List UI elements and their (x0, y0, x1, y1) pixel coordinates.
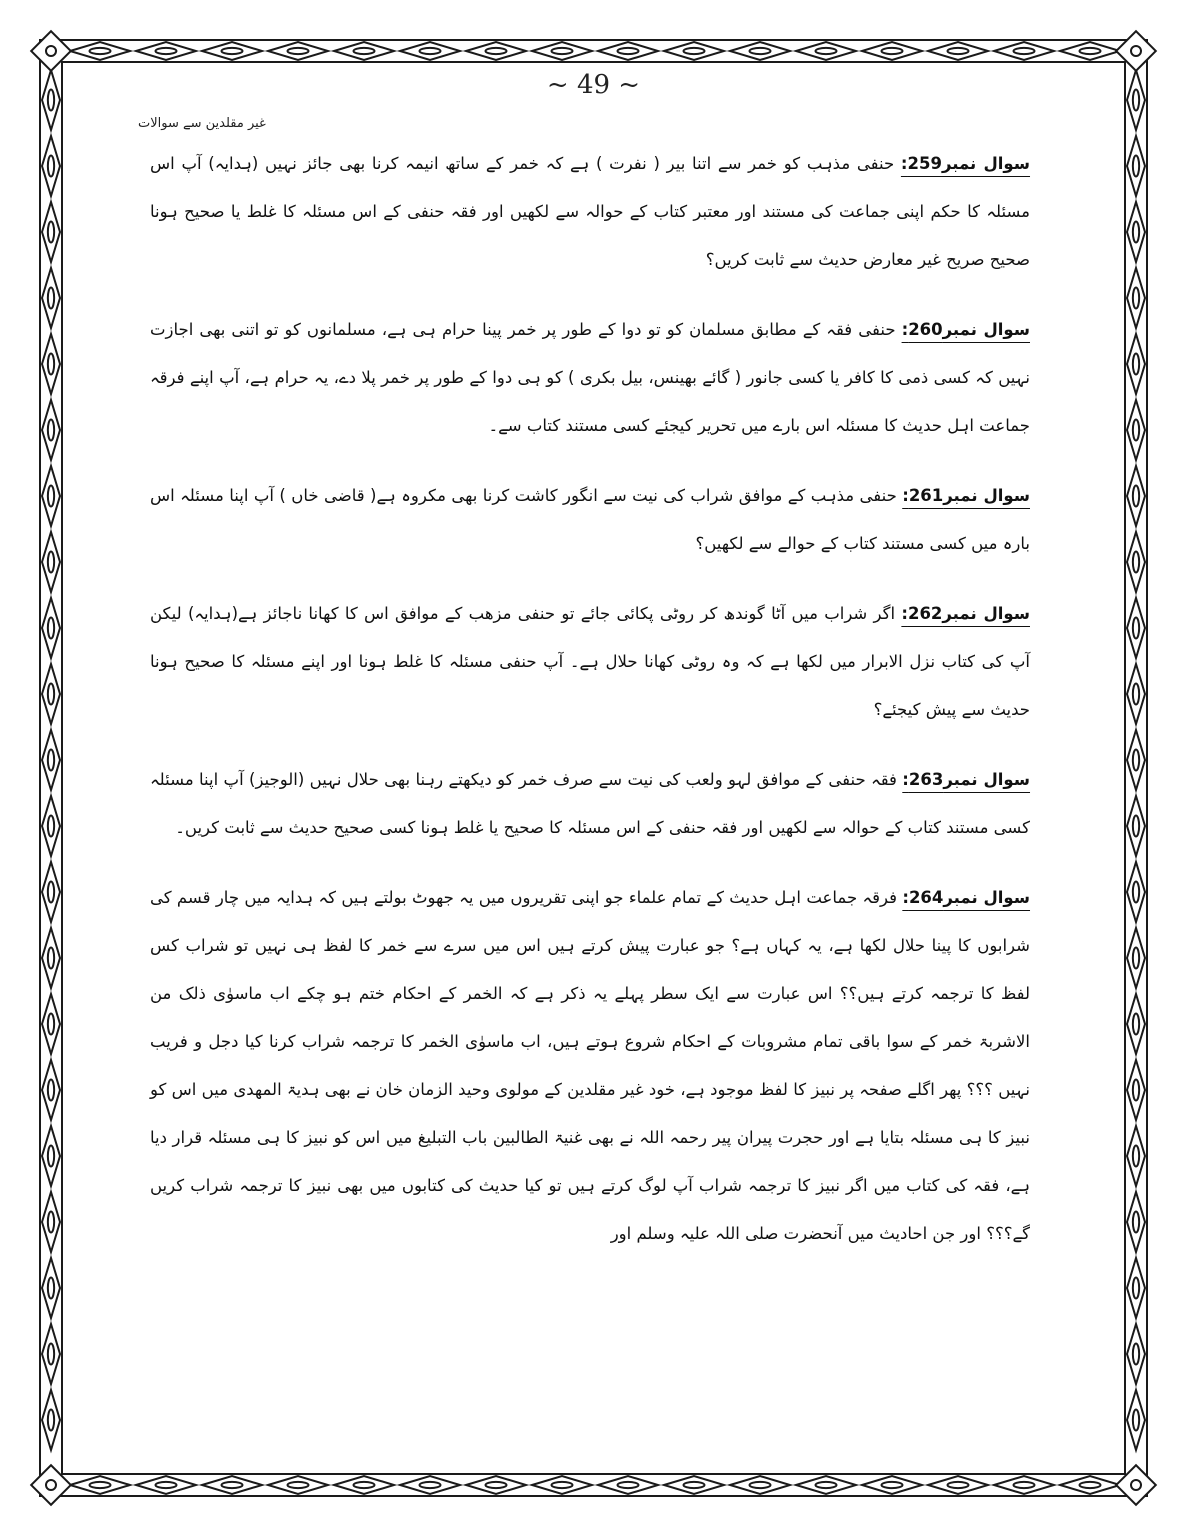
border-link-center (48, 288, 54, 309)
border-link-center (1133, 948, 1139, 969)
question-262 (150, 590, 1030, 734)
border-link-center (420, 1482, 441, 1488)
border-link-center (1133, 222, 1139, 243)
border-link-center (48, 552, 54, 573)
border-link-center (1133, 1344, 1139, 1365)
question-label: سوال نمبر264: (902, 888, 1031, 907)
question-text: فقہ حنفی کے موافق لہو ولعب کی نیت سے صرف خمر کو دیکھتے رہنا بھی حلال نہیں (الوجیز) آپ اپنا مسئلہ کسی مستند کتاب کے حوالہ سے لکھیں اور فقہ حنفی کے اس مسئلہ کا صحیح یا غلط ہونا کسی صحیح حدیث سے ثابت کریں۔ (150, 770, 1030, 837)
border-link-center (750, 1482, 771, 1488)
question-264 (150, 874, 1030, 1258)
border-link-center (1133, 618, 1139, 639)
border-link-center (48, 420, 54, 441)
border-link-center (1133, 684, 1139, 705)
running-head: غیر مقلدین سے سوالات (138, 116, 266, 131)
border-link-center (48, 618, 54, 639)
border-link-center (1133, 354, 1139, 375)
question-label: سوال نمبر262: (901, 604, 1030, 623)
border-link-center (684, 48, 705, 54)
question-263 (150, 756, 1030, 852)
border-corner-dot (1131, 46, 1141, 56)
border-corner-dot (1131, 1480, 1141, 1490)
border-link-center (48, 1344, 54, 1365)
border-link-center (48, 684, 54, 705)
border-link-center (486, 48, 507, 54)
border-link-center (684, 1482, 705, 1488)
border-link-center (1133, 750, 1139, 771)
question-260 (150, 306, 1030, 450)
question-text: حنفی مذہب کے موافق شراب کی نیت سے انگور کاشت کرنا بھی مکروہ ہے( قاضی خاں ) آپ اپنا مسئلہ اس بارہ میں کسی مستند کتاب کے حوالے سے لکھیں؟ (150, 486, 1030, 553)
border-link-center (882, 1482, 903, 1488)
question-label: سوال نمبر260: (901, 320, 1030, 339)
border-link-center (48, 948, 54, 969)
question-text: اگر شراب میں آٹا گوندھ کر روٹی پکائی جائے تو حنفی مزھب کے موافق اس کا کھانا ناجائز ہے(ہدایہ) لیکن آپ کی کتاب نزل الابرار میں لکھا ہے کہ وہ روٹی کھانا حلال ہے۔ آپ حنفی مسئلہ کا غلط ہونا اور اپنے مسئلہ کا صحیح ہونا حدیث سے پیش کیجئے؟ (150, 604, 1030, 719)
border-link-center (288, 1482, 309, 1488)
border-link-center (1080, 48, 1101, 54)
question-259 (150, 140, 1030, 284)
border-link-center (156, 1482, 177, 1488)
border-link-center (48, 1410, 54, 1431)
border-link-center (1133, 420, 1139, 441)
border-link-center (288, 48, 309, 54)
border-link-center (354, 1482, 375, 1488)
border-link-center (1133, 288, 1139, 309)
border-link-center (48, 882, 54, 903)
border-link-center (48, 1212, 54, 1233)
question-text: حنفی فقہ کے مطابق مسلمان کو تو دوا کے طور پر خمر پینا حرام ہی ہے، مسلمانوں کو تو اتنی بھی اجازت نہیں کہ کسی ذمی کا کافر یا کسی جانور ( گائے بھینس، بیل بکری ) کو ہی دوا کے طور پر خمر پلا دے، یہ حرام ہے، آپ اپنے فرقہ جماعت اہل حدیث کا مسئلہ اس بارے میں تحریر کیجئے کسی مستند کتاب سے۔ (150, 320, 1030, 435)
border-link-center (48, 750, 54, 771)
border-link-center (1014, 1482, 1035, 1488)
border-link-center (48, 1014, 54, 1035)
border-link-center (1133, 1410, 1139, 1431)
border-link-center (1133, 1014, 1139, 1035)
question-261 (150, 472, 1030, 568)
border-link-center (618, 1482, 639, 1488)
border-link-center (1133, 156, 1139, 177)
border-link-center (1133, 486, 1139, 507)
border-link-center (1133, 1278, 1139, 1299)
border-link-center (1080, 1482, 1101, 1488)
border-link-center (882, 48, 903, 54)
border-link-center (552, 1482, 573, 1488)
border-link-center (948, 48, 969, 54)
border-link-center (1133, 1212, 1139, 1233)
border-link-center (90, 1482, 111, 1488)
page-number: ~ 49 ~ (546, 70, 641, 100)
border-link-center (1133, 1146, 1139, 1167)
question-label: سوال نمبر263: (902, 770, 1031, 789)
border-link-center (552, 48, 573, 54)
border-link-center (1133, 816, 1139, 837)
border-link-center (948, 1482, 969, 1488)
border-link-center (48, 1278, 54, 1299)
border-link-center (48, 1080, 54, 1101)
border-corner-dot (46, 1480, 56, 1490)
border-link-center (750, 48, 771, 54)
border-link-center (156, 48, 177, 54)
border-link-center (1133, 1080, 1139, 1101)
border-link-center (1133, 882, 1139, 903)
border-link-center (1014, 48, 1035, 54)
border-link-center (48, 354, 54, 375)
border-link-center (816, 48, 837, 54)
border-link-center (222, 48, 243, 54)
border-link-center (486, 1482, 507, 1488)
question-text: فرقہ جماعت اہل حدیث کے تمام علماء جو اپنی تقریروں میں یہ جھوٹ بولتے ہیں کہ ہدایہ میں چار قسم کی شرابوں کا پینا حلال لکھا ہے، یہ کہاں ہے؟ جو عبارت پیش کرتے ہیں اس میں سرے سے خمر کا لفظ ہی نہیں تو شراب کس لفظ کا ترجمہ کرتے ہیں؟؟ اس عبارت سے ایک سطر پہلے یہ ذکر ہے کہ الخمر کے احکام ختم ہو چکے اب ماسوٰی ذلک من الاشربۃ خمر کے سوا باقی تمام مشروبات کے احکام شروع ہوتے ہیں، اب ماسوٰی الخمر کا ترجمہ شراب کرنا کیا دجل و فریب نہیں ؟؟؟ پھر اگلے صفحہ پر نبیز کا لفظ موجود ہے، خود غیر مقلدین کے مولوی وحید الزمان خان نے بھی ہدیۃ المھدی میں اس کو نبیز کا ہی مسئلہ بتایا ہے اور حجرت پیران پیر رحمہ اللہ نے بھی غنیۃ الطالبین باب التبلیغ میں اس کو نبیز کا ہی مسئلہ قرار دیا ہے، فقہ کی کتاب میں اگر نبیز کا ترجمہ شراب آپ لوگ کرتے ہیں تو کیا حدیث کی کتابوں میں بھی نبیز کا ترجمہ شراب کریں گے؟؟؟ اور جن احادیث میں آنحضرت صلی اللہ علیہ وسلم اور (150, 888, 1030, 1243)
question-text: حنفی مذہب کو خمر سے اتنا بیر ( نفرت ) ہے کہ خمر کے ساتھ انیمہ کرنا بھی جائز نہیں (ہدایہ) آپ اس مسئلہ کا حکم اپنی جماعت کی مستند اور معتبر کتاب کے حوالہ سے لکھیں اور فقہ حنفی کے اس مسئلہ کا غلط یا صحیح ہونا صحیح صریح غیر معارض حدیث سے ثابت کریں؟ (150, 154, 1030, 269)
question-list (150, 140, 1030, 1280)
question-label: سوال نمبر259: (900, 154, 1031, 173)
border-link-center (420, 48, 441, 54)
border-corner-dot (46, 46, 56, 56)
border-link-center (48, 156, 54, 177)
border-link-center (48, 222, 54, 243)
border-link-center (354, 48, 375, 54)
border-link-center (48, 486, 54, 507)
border-link-center (48, 1146, 54, 1167)
border-link-center (48, 816, 54, 837)
question-label: سوال نمبر261: (902, 486, 1030, 505)
border-link-center (222, 1482, 243, 1488)
border-link-center (618, 48, 639, 54)
border-link-center (90, 48, 111, 54)
border-link-center (1133, 552, 1139, 573)
border-link-center (816, 1482, 837, 1488)
